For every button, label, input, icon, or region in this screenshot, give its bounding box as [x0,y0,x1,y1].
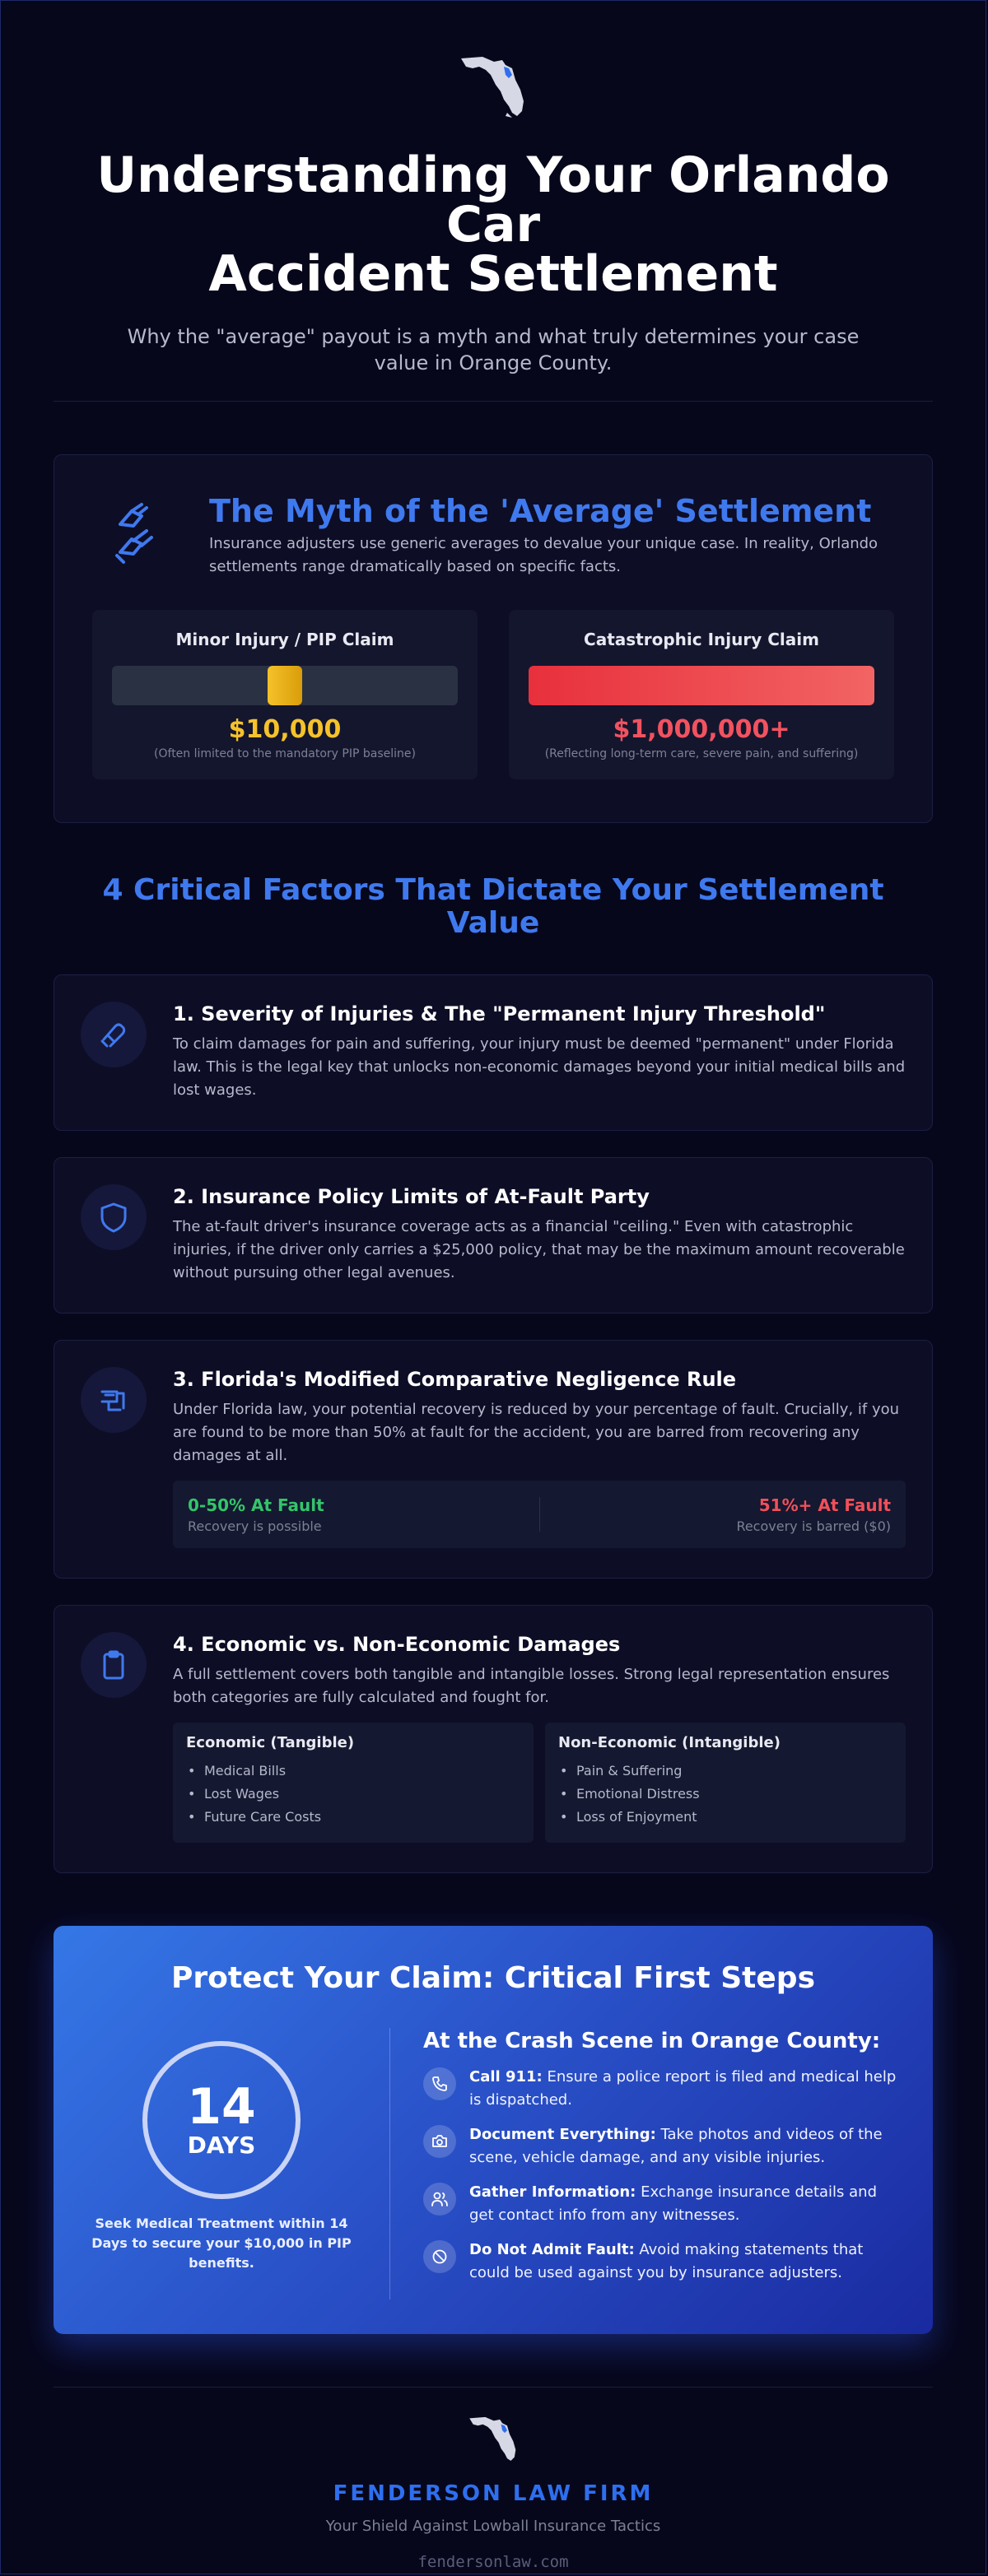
non-economic-damages-box [545,1723,906,1843]
factor-4-title: 4. Economic vs. Non-Economic Damages [173,1633,621,1656]
fault-low-label: 0-50% At Fault [188,1495,324,1515]
fault-high-sub: Recovery is barred ($0) [736,1518,891,1534]
fault-low [173,1495,539,1534]
step-item [423,2181,901,2227]
footer-divider [54,2387,933,2388]
minor-claim-note: (Often limited to the mandatory PIP baseline) [154,747,416,760]
factors-title: 4 Critical Factors That Dictate Your Settlement Value [102,873,884,940]
catastrophic-claim-title: Catastrophic Injury Claim [584,630,819,649]
shield-icon [81,1184,147,1250]
page-title-line-2: Accident Settlement [208,245,778,303]
website-link[interactable]: fendersonlaw.com [417,2553,569,2571]
gavel-icon [109,501,175,570]
step-item [423,2066,901,2112]
first-steps-title: Protect Your Claim: Critical First Steps [171,1961,815,1995]
users-icon [423,2183,456,2216]
fault-low-sub: Recovery is possible [188,1518,322,1534]
step-1-label: Call 911: [469,2068,543,2085]
days-note: Seek Medical Treatment within 14 Days to secure your $10,000 in PIP benefits. [91,2216,352,2271]
page-subtitle: Why the "average" payout is a myth and what truly determines your case value in Orange County. [127,325,860,374]
catastrophic-claim-fill [529,666,874,705]
step-2-label: Document Everything: [469,2126,656,2143]
factor-card-2 [54,1157,933,1314]
gavel-icon [81,1367,147,1433]
minor-claim-box [92,610,478,779]
florida-map-icon [54,1,933,119]
myth-description: Insurance adjusters use generic averages to devalue your unique case. In reality, Orlando settlements range dramatically based on specific facts. [209,535,878,575]
factor-3-title: 3. Florida's Modified Comparative Negligence Rule [173,1368,737,1391]
fault-high-label: 51%+ At Fault [758,1495,891,1515]
factor-3-description: Under Florida law, your potential recovery is reduced by your percentage of fault. Crucially, if you are found to be more than 50% at fault for the accident, you are barred from recovering any damages at all. [173,1401,900,1464]
clipboard-icon [81,1632,147,1698]
minor-claim-bar [112,666,458,705]
bandage-icon [81,1002,147,1067]
catastrophic-claim-bar [529,666,874,705]
days-number: 14 [187,2078,256,2136]
step-3-label: Gather Information: [469,2183,636,2201]
list-item: • Loss of Enjoyment [558,1806,892,1829]
step-2-text: Take photos and videos of the scene, vehicle damage, and any visible injuries. [469,2126,883,2166]
factor-1-title: 1. Severity of Injuries & The "Permanent Injury Threshold" [173,1002,826,1025]
economic-damages-box [173,1723,534,1843]
crash-scene-title: At the Crash Scene in Orange County: [423,2029,881,2053]
page-title [54,146,933,303]
days-unit: DAYS [187,2132,256,2159]
ban-icon [423,2240,456,2273]
fault-high [539,1495,906,1534]
factor-2-title: 2. Insurance Policy Limits of At-Fault Party [173,1185,650,1208]
list-item: • Emotional Distress [558,1783,892,1806]
factor-card-3 [54,1340,933,1579]
factor-card-4 [54,1605,933,1873]
step-4-text: Avoid making statements that could be used against you by insurance adjusters. [469,2241,864,2281]
catastrophic-claim-value: $1,000,000+ [613,715,790,744]
list-item: • Pain & Suffering [558,1760,892,1783]
non-economic-damages-title: Non-Economic (Intangible) [558,1734,781,1751]
page-title-line-1: Understanding Your Orlando Car [96,146,890,253]
fault-divider [539,1497,540,1532]
minor-claim-value: $10,000 [228,715,342,744]
list-item: • Lost Wages [186,1783,520,1806]
firm-name: FENDERSON LAW FIRM [333,2481,654,2506]
catastrophic-claim-note: (Reflecting long-term care, severe pain, and suffering) [544,747,859,760]
minor-claim-marker [268,666,302,705]
factor-card-1 [54,974,933,1131]
factor-4-description: A full settlement covers both tangible and intangible losses. Strong legal representation ensures both categories are fully calculated and fought for. [173,1666,890,1706]
step-item [423,2239,901,2285]
days-badge [142,2041,301,2199]
step-4-label: Do Not Admit Fault: [469,2241,635,2258]
firm-tagline: Your Shield Against Lowball Insurance Tactics [325,2518,661,2535]
step-3-text: Exchange insurance details and get contact info from any witnesses. [469,2183,878,2224]
florida-map-icon [54,2412,933,2463]
list-item: • Future Care Costs [186,1806,520,1829]
first-steps-divider [389,2028,390,2299]
minor-claim-title: Minor Injury / PIP Claim [175,630,394,649]
myth-title: The Myth of the 'Average' Settlement [209,493,872,529]
camera-icon [423,2125,456,2158]
footer [54,2412,933,2571]
step-item [423,2123,901,2169]
catastrophic-claim-box [509,610,894,779]
list-item: • Medical Bills [186,1760,520,1783]
economic-damages-title: Economic (Tangible) [186,1734,355,1751]
header-divider [54,401,933,402]
factor-2-description: The at-fault driver's insurance coverage acts as a financial "ceiling." Even with catastrophic injuries, if the driver only carries a $25,000 policy, that may be the maximum amount recoverable without pursuing other legal avenues. [173,1218,905,1281]
first-steps-panel [54,1926,933,2334]
myth-card [54,454,933,823]
step-1-text: Ensure a police report is filed and medical help is dispatched. [469,2068,897,2109]
phone-icon [423,2067,456,2100]
factor-1-description: To claim damages for pain and suffering, your injury must be deemed "permanent" under Florida law. This is the legal key that unlocks non-economic damages beyond your initial medical bills and lost wages. [173,1035,906,1099]
fault-comparison [173,1481,906,1548]
